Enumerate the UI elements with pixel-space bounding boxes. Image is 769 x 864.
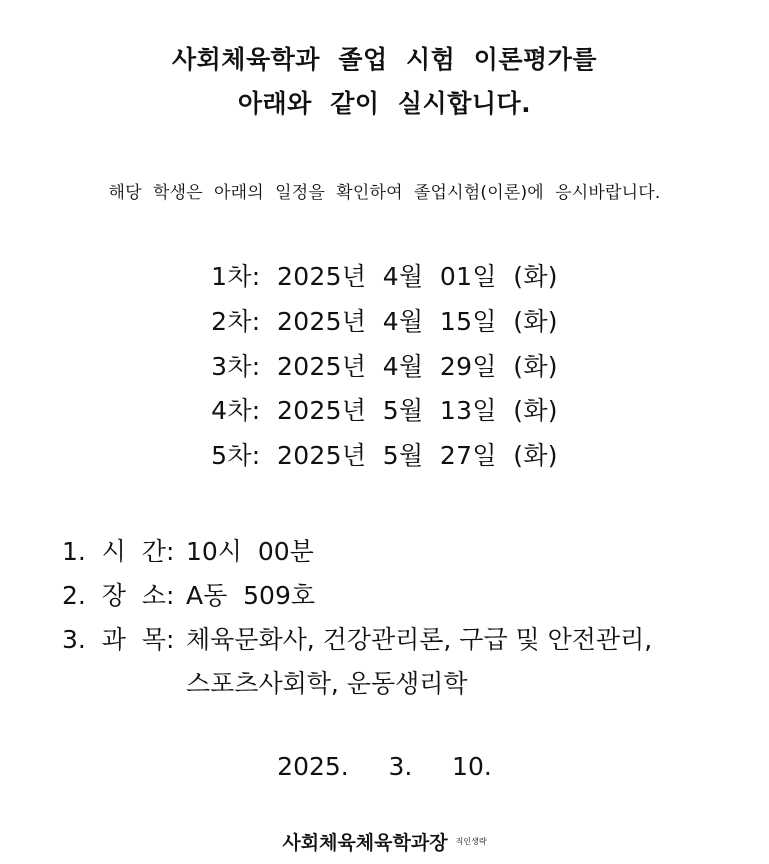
info-time bbox=[62, 530, 742, 574]
info-subjects bbox=[62, 618, 742, 706]
info-place-label: 2. 장 소: bbox=[62, 581, 175, 610]
issue-date: 2025. 3. 10. bbox=[277, 752, 492, 781]
info-time-label: 1. 시 간: bbox=[62, 537, 175, 566]
schedule-item-3: 3차: 2025년 4월 29일 (화) bbox=[211, 351, 558, 381]
signature-block bbox=[0, 828, 769, 855]
notice-text: 해당 학생은 아래의 일정을 확인하여 졸업시험(이론)에 응시바랍니다. bbox=[108, 183, 661, 203]
schedule-item-5: 5차: 2025년 5월 27일 (화) bbox=[211, 441, 558, 471]
schedule-item-1: 1차: 2025년 4월 01일 (화) bbox=[211, 262, 558, 291]
title-line-1: 사회체육학과 졸업 시험 이론평가를 bbox=[172, 45, 597, 74]
info-place-value: A동 509호 bbox=[186, 581, 316, 610]
schedule-item-4: 4차: 2025년 5월 13일 (화) bbox=[211, 396, 558, 426]
department-head: 사회체육체육학과장 bbox=[282, 832, 448, 854]
info-subjects-line-2: 스포츠사회학, 운동생리학 bbox=[186, 669, 468, 698]
schedule-item-2: 2차: 2025년 4월 15일 (화) bbox=[211, 306, 558, 336]
seal-omitted-note: 직인생략 bbox=[455, 837, 487, 846]
info-subjects-label: 3. 과 목: bbox=[62, 625, 175, 654]
info-subjects-value bbox=[186, 618, 652, 706]
info-place bbox=[62, 574, 742, 618]
info-subjects-line-1: 체육문화사, 건강관리론, 구급 및 안전관리, bbox=[186, 625, 653, 654]
info-time-value: 10시 00분 bbox=[186, 537, 314, 566]
title-line-2: 아래와 같이 실시합니다. bbox=[237, 89, 532, 118]
exam-info-list bbox=[62, 530, 742, 706]
exam-schedule-list bbox=[0, 255, 769, 479]
